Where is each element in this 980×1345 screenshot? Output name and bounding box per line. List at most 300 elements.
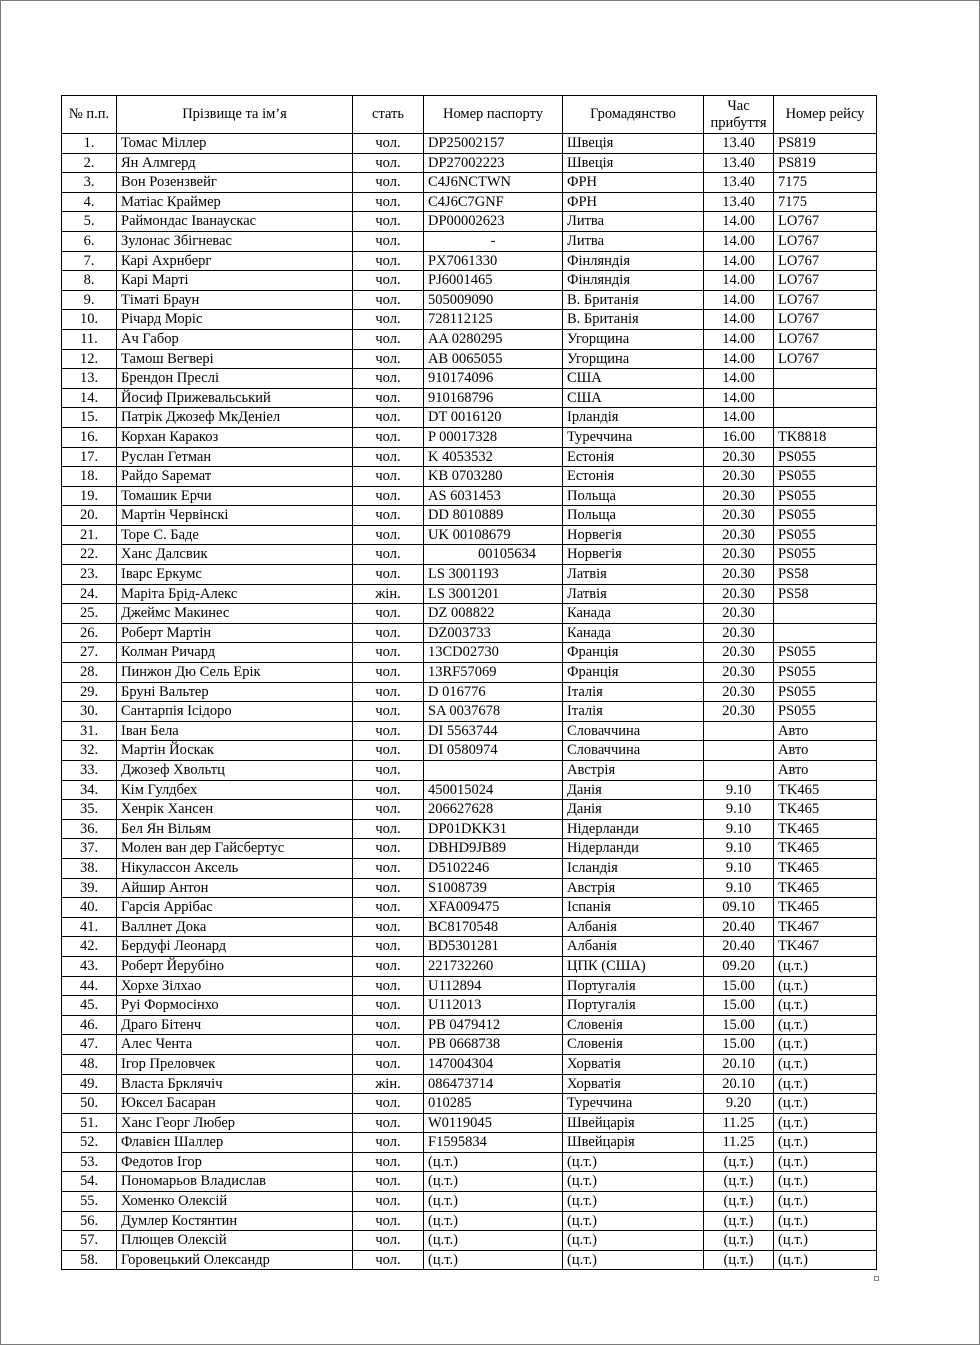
cell-flight: LO767 [774, 271, 877, 291]
cell-num: 49. [62, 1074, 117, 1094]
cell-passport: PB 0668738 [424, 1035, 563, 1055]
cell-name: Ач Габор [117, 329, 353, 349]
cell-sex: чол. [353, 878, 424, 898]
table-row [62, 1231, 877, 1251]
cell-passport: U112013 [424, 996, 563, 1016]
cell-sex: жін. [353, 1074, 424, 1094]
cell-arrival: 09.10 [704, 898, 774, 918]
cell-num: 48. [62, 1054, 117, 1074]
cell-passport: (ц.т.) [424, 1172, 563, 1192]
cell-passport: DI 0580974 [424, 741, 563, 761]
cell-sex: чол. [353, 1250, 424, 1270]
cell-passport: 00105634 [424, 545, 563, 565]
cell-name: Хенрік Хансен [117, 800, 353, 820]
cell-passport: DI 5563744 [424, 721, 563, 741]
cell-citizenship: Литва [563, 231, 704, 251]
table-row [62, 1133, 877, 1153]
cell-citizenship: Норвегія [563, 525, 704, 545]
cell-name: Томашик Ерчи [117, 486, 353, 506]
cell-flight: LO767 [774, 212, 877, 232]
cell-num: 31. [62, 721, 117, 741]
table-row [62, 800, 877, 820]
cell-name: Джеймс Макинес [117, 604, 353, 624]
cell-citizenship: (ц.т.) [563, 1192, 704, 1212]
cell-num: 36. [62, 819, 117, 839]
cell-name: Бруні Вальтер [117, 682, 353, 702]
cell-passport [424, 761, 563, 781]
cell-num: 24. [62, 584, 117, 604]
cell-name: Іван Бела [117, 721, 353, 741]
cell-name: Томас Міллер [117, 134, 353, 154]
cell-citizenship: Данія [563, 800, 704, 820]
cell-name: Карі Ахрнберг [117, 251, 353, 271]
cell-citizenship: США [563, 369, 704, 389]
cell-flight: (ц.т.) [774, 1211, 877, 1231]
cell-num: 58. [62, 1250, 117, 1270]
cell-arrival: 20.30 [704, 447, 774, 467]
cell-arrival: 14.00 [704, 231, 774, 251]
cell-citizenship: Фінляндія [563, 271, 704, 291]
cell-flight: (ц.т.) [774, 1035, 877, 1055]
cell-citizenship: Італія [563, 682, 704, 702]
cell-sex: чол. [353, 506, 424, 526]
cell-sex: чол. [353, 1211, 424, 1231]
cell-citizenship: Хорватія [563, 1054, 704, 1074]
cell-arrival: 13.40 [704, 134, 774, 154]
table-row [62, 153, 877, 173]
cell-passport: 450015024 [424, 780, 563, 800]
cell-name: Федотов Ігор [117, 1152, 353, 1172]
cell-passport: 221732260 [424, 956, 563, 976]
table-row [62, 761, 877, 781]
cell-passport: AS 6031453 [424, 486, 563, 506]
cell-num: 37. [62, 839, 117, 859]
cell-flight: Авто [774, 761, 877, 781]
cell-sex: чол. [353, 408, 424, 428]
cell-name: Йосиф Прижевальський [117, 388, 353, 408]
cell-name: Річард Моріс [117, 310, 353, 330]
table-row [62, 545, 877, 565]
cell-sex: чол. [353, 663, 424, 683]
cell-citizenship: В. Британія [563, 310, 704, 330]
cell-passport: 505009090 [424, 290, 563, 310]
cell-sex: чол. [353, 898, 424, 918]
cell-citizenship: Швеція [563, 134, 704, 154]
cell-citizenship: Польща [563, 506, 704, 526]
cell-passport: (ц.т.) [424, 1152, 563, 1172]
cell-citizenship: Швейцарія [563, 1113, 704, 1133]
cell-num: 2. [62, 153, 117, 173]
cell-name: Руі Формосінхо [117, 996, 353, 1016]
cell-flight: (ц.т.) [774, 996, 877, 1016]
cell-arrival: (ц.т.) [704, 1250, 774, 1270]
cell-name: Мартін Червінскі [117, 506, 353, 526]
cell-arrival: 20.40 [704, 937, 774, 957]
cell-sex: чол. [353, 1054, 424, 1074]
table-row [62, 525, 877, 545]
table-row [62, 467, 877, 487]
cell-citizenship: Фінляндія [563, 251, 704, 271]
cell-num: 5. [62, 212, 117, 232]
cell-num: 10. [62, 310, 117, 330]
cell-citizenship: Австрія [563, 761, 704, 781]
cell-flight: LO767 [774, 290, 877, 310]
cell-passport: PJ6001465 [424, 271, 563, 291]
cell-sex: чол. [353, 173, 424, 193]
cell-passport: DP00002623 [424, 212, 563, 232]
cell-citizenship: Нідерланди [563, 839, 704, 859]
cell-passport: DP25002157 [424, 134, 563, 154]
cell-num: 20. [62, 506, 117, 526]
header-flight: Номер рейсу [774, 96, 877, 134]
cell-arrival: 20.30 [704, 545, 774, 565]
table-row [62, 349, 877, 369]
header-arrival: Час прибуття [704, 96, 774, 134]
cell-flight: (ц.т.) [774, 1074, 877, 1094]
cell-citizenship: Туреччина [563, 1094, 704, 1114]
table-row [62, 506, 877, 526]
cell-name: Тамош Вегвері [117, 349, 353, 369]
cell-num: 15. [62, 408, 117, 428]
table-row [62, 408, 877, 428]
cell-flight: PS055 [774, 682, 877, 702]
cell-passport: (ц.т.) [424, 1211, 563, 1231]
table-row [62, 741, 877, 761]
cell-sex: чол. [353, 839, 424, 859]
cell-citizenship: Австрія [563, 878, 704, 898]
cell-num: 26. [62, 623, 117, 643]
cell-passport: U112894 [424, 976, 563, 996]
cell-name: Нікулассон Аксель [117, 858, 353, 878]
cell-arrival: 9.10 [704, 878, 774, 898]
table-row [62, 702, 877, 722]
cell-sex: чол. [353, 565, 424, 585]
cell-passport: S1008739 [424, 878, 563, 898]
cell-flight: LO767 [774, 349, 877, 369]
cell-flight: (ц.т.) [774, 1231, 877, 1251]
cell-arrival: 20.30 [704, 486, 774, 506]
cell-name: Ігор Преловчек [117, 1054, 353, 1074]
cell-name: Драго Бітенч [117, 1015, 353, 1035]
cell-name: Вон Розензвейг [117, 173, 353, 193]
cell-flight: (ц.т.) [774, 976, 877, 996]
cell-citizenship: ФРН [563, 192, 704, 212]
cell-name: Горовецький Олександр [117, 1250, 353, 1270]
cell-name: Роберт Мартін [117, 623, 353, 643]
cell-num: 29. [62, 682, 117, 702]
cell-citizenship: Туреччина [563, 427, 704, 447]
cell-name: Карі Марті [117, 271, 353, 291]
cell-arrival: 15.00 [704, 996, 774, 1016]
cell-num: 23. [62, 565, 117, 585]
cell-passport: KB 0703280 [424, 467, 563, 487]
cell-sex: чол. [353, 917, 424, 937]
table-row [62, 604, 877, 624]
table-row [62, 839, 877, 859]
cell-arrival: 9.10 [704, 858, 774, 878]
cell-name: Айшир Антон [117, 878, 353, 898]
cell-num: 21. [62, 525, 117, 545]
cell-num: 44. [62, 976, 117, 996]
cell-citizenship: Франція [563, 643, 704, 663]
cell-sex: чол. [353, 388, 424, 408]
cell-citizenship: Словаччина [563, 741, 704, 761]
table-row [62, 819, 877, 839]
table-row [62, 1192, 877, 1212]
cell-num: 41. [62, 917, 117, 937]
cell-flight: PS055 [774, 643, 877, 663]
cell-arrival: 20.10 [704, 1074, 774, 1094]
cell-arrival: (ц.т.) [704, 1172, 774, 1192]
cell-citizenship: Швейцарія [563, 1133, 704, 1153]
cell-name: Хорхе Зілхао [117, 976, 353, 996]
cell-name: Тіматі Браун [117, 290, 353, 310]
cell-sex: чол. [353, 682, 424, 702]
table-row [62, 917, 877, 937]
cell-sex: чол. [353, 271, 424, 291]
cell-name: Плющев Олексій [117, 1231, 353, 1251]
cell-passport: 13RF57069 [424, 663, 563, 683]
table-row [62, 956, 877, 976]
cell-flight: LO767 [774, 329, 877, 349]
cell-citizenship: Португалія [563, 996, 704, 1016]
cell-num: 53. [62, 1152, 117, 1172]
cell-citizenship: США [563, 388, 704, 408]
cell-name: Хоменко Олексій [117, 1192, 353, 1212]
cell-citizenship: Латвія [563, 565, 704, 585]
table-row [62, 271, 877, 291]
cell-flight: PS819 [774, 134, 877, 154]
cell-flight: PS055 [774, 506, 877, 526]
cell-flight: (ц.т.) [774, 1094, 877, 1114]
cell-sex: чол. [353, 192, 424, 212]
cell-arrival: 20.30 [704, 702, 774, 722]
table-header-row [62, 96, 877, 134]
cell-num: 51. [62, 1113, 117, 1133]
cell-name: Флавієн Шаллер [117, 1133, 353, 1153]
table-row [62, 1035, 877, 1055]
cell-sex: чол. [353, 623, 424, 643]
cell-passport: BC8170548 [424, 917, 563, 937]
cell-arrival: 9.20 [704, 1094, 774, 1114]
cell-citizenship: ФРН [563, 173, 704, 193]
cell-passport: DT 0016120 [424, 408, 563, 428]
cell-flight: PS055 [774, 467, 877, 487]
table-row [62, 447, 877, 467]
cell-name: Сантарпія Ісідоро [117, 702, 353, 722]
table-row [62, 937, 877, 957]
table-row [62, 565, 877, 585]
cell-citizenship: (ц.т.) [563, 1152, 704, 1172]
cell-arrival: 9.10 [704, 780, 774, 800]
cell-arrival: 14.00 [704, 408, 774, 428]
cell-arrival: 20.30 [704, 604, 774, 624]
cell-flight: TK465 [774, 819, 877, 839]
cell-sex: чол. [353, 976, 424, 996]
cell-num: 38. [62, 858, 117, 878]
cell-num: 3. [62, 173, 117, 193]
cell-num: 32. [62, 741, 117, 761]
cell-citizenship: Словаччина [563, 721, 704, 741]
cell-num: 14. [62, 388, 117, 408]
cell-sex: чол. [353, 369, 424, 389]
cell-sex: чол. [353, 643, 424, 663]
cell-num: 27. [62, 643, 117, 663]
cell-arrival: 16.00 [704, 427, 774, 447]
cell-citizenship: Угорщина [563, 329, 704, 349]
cell-passport: BD5301281 [424, 937, 563, 957]
cell-num: 22. [62, 545, 117, 565]
cell-citizenship: (ц.т.) [563, 1231, 704, 1251]
cell-passport: 086473714 [424, 1074, 563, 1094]
cell-arrival: 20.30 [704, 506, 774, 526]
cell-sex: жін. [353, 584, 424, 604]
cell-citizenship: Іспанія [563, 898, 704, 918]
cell-num: 28. [62, 663, 117, 683]
cell-flight: PS055 [774, 663, 877, 683]
cell-passport: 13CD02730 [424, 643, 563, 663]
cell-passport: (ц.т.) [424, 1231, 563, 1251]
cell-num: 55. [62, 1192, 117, 1212]
cell-arrival: (ц.т.) [704, 1231, 774, 1251]
table-row [62, 780, 877, 800]
table-row [62, 388, 877, 408]
cell-num: 47. [62, 1035, 117, 1055]
cell-num: 18. [62, 467, 117, 487]
cell-sex: чол. [353, 1015, 424, 1035]
cell-name: Корхан Каракоз [117, 427, 353, 447]
cell-name: Власта Брклячіч [117, 1074, 353, 1094]
cell-citizenship: Естонія [563, 447, 704, 467]
cell-sex: чол. [353, 349, 424, 369]
cell-flight: (ц.т.) [774, 1250, 877, 1270]
cell-flight: (ц.т.) [774, 956, 877, 976]
cell-sex: чол. [353, 1192, 424, 1212]
cell-passport: W0119045 [424, 1113, 563, 1133]
cell-num: 12. [62, 349, 117, 369]
cell-num: 39. [62, 878, 117, 898]
cell-name: Алес Чента [117, 1035, 353, 1055]
table-row [62, 1113, 877, 1133]
cell-sex: чол. [353, 290, 424, 310]
cell-citizenship: ЦПК (США) [563, 956, 704, 976]
table-row [62, 1054, 877, 1074]
cell-passport: C4J6NCTWN [424, 173, 563, 193]
cell-arrival: 14.00 [704, 388, 774, 408]
cell-sex: чол. [353, 858, 424, 878]
cell-flight: PS58 [774, 565, 877, 585]
cell-num: 8. [62, 271, 117, 291]
cell-citizenship: Ісландія [563, 858, 704, 878]
cell-arrival: 14.00 [704, 369, 774, 389]
table-row [62, 251, 877, 271]
cell-citizenship: Словенія [563, 1015, 704, 1035]
cell-arrival: 20.30 [704, 663, 774, 683]
cell-passport: AB 0065055 [424, 349, 563, 369]
table-row [62, 231, 877, 251]
header-name: Прізвище та ім’я [117, 96, 353, 134]
cell-passport: D 016776 [424, 682, 563, 702]
cell-num: 25. [62, 604, 117, 624]
table-row [62, 427, 877, 447]
cell-flight: PS055 [774, 525, 877, 545]
table-row [62, 584, 877, 604]
cell-sex: чол. [353, 956, 424, 976]
cell-name: Ханс Далсвик [117, 545, 353, 565]
cell-num: 34. [62, 780, 117, 800]
cell-passport: D5102246 [424, 858, 563, 878]
cell-passport: 910174096 [424, 369, 563, 389]
cell-arrival: 20.30 [704, 584, 774, 604]
cell-flight: TK465 [774, 878, 877, 898]
cell-citizenship: Ірландія [563, 408, 704, 428]
cell-citizenship: Албанія [563, 917, 704, 937]
cell-passport: 910168796 [424, 388, 563, 408]
cell-arrival: (ц.т.) [704, 1152, 774, 1172]
cell-arrival [704, 761, 774, 781]
table-row [62, 1172, 877, 1192]
cell-flight [774, 408, 877, 428]
cell-name: Райдо Saремат [117, 467, 353, 487]
cell-arrival: 14.00 [704, 290, 774, 310]
cell-arrival: 20.40 [704, 917, 774, 937]
cell-flight: PS055 [774, 702, 877, 722]
cell-passport: C4J6C7GNF [424, 192, 563, 212]
cell-flight: PS055 [774, 545, 877, 565]
table-row [62, 1094, 877, 1114]
cell-passport: DZ003733 [424, 623, 563, 643]
cell-sex: чол. [353, 1172, 424, 1192]
cell-citizenship: Швеція [563, 153, 704, 173]
table-row [62, 721, 877, 741]
cell-flight [774, 604, 877, 624]
cell-num: 57. [62, 1231, 117, 1251]
cell-name: Мартін Йоскак [117, 741, 353, 761]
cell-sex: чол. [353, 741, 424, 761]
cell-passport: XFA009475 [424, 898, 563, 918]
cell-arrival: 20.30 [704, 467, 774, 487]
cell-passport: UK 00108679 [424, 525, 563, 545]
cell-num: 46. [62, 1015, 117, 1035]
cell-flight: TK465 [774, 898, 877, 918]
cell-name: Думлер Костянтин [117, 1211, 353, 1231]
table-row [62, 329, 877, 349]
cell-citizenship: Албанія [563, 937, 704, 957]
table-row [62, 663, 877, 683]
cell-citizenship: Норвегія [563, 545, 704, 565]
cell-passport: 206627628 [424, 800, 563, 820]
cell-passport: P 00017328 [424, 427, 563, 447]
cell-name: Пинжон Дю Сель Ерік [117, 663, 353, 683]
cell-flight: TK465 [774, 800, 877, 820]
table-row [62, 878, 877, 898]
cell-arrival [704, 741, 774, 761]
cell-passport: LS 3001201 [424, 584, 563, 604]
cell-num: 16. [62, 427, 117, 447]
cell-name: Валлнет Дока [117, 917, 353, 937]
end-of-table-mark [874, 1276, 879, 1281]
cell-passport: SA 0037678 [424, 702, 563, 722]
cell-num: 7. [62, 251, 117, 271]
cell-arrival: 15.00 [704, 1015, 774, 1035]
cell-arrival: 20.10 [704, 1054, 774, 1074]
cell-citizenship: Польща [563, 486, 704, 506]
table-row [62, 1211, 877, 1231]
cell-citizenship: В. Британія [563, 290, 704, 310]
cell-name: Маріта Брід-Алекс [117, 584, 353, 604]
cell-citizenship: Франція [563, 663, 704, 683]
cell-num: 52. [62, 1133, 117, 1153]
